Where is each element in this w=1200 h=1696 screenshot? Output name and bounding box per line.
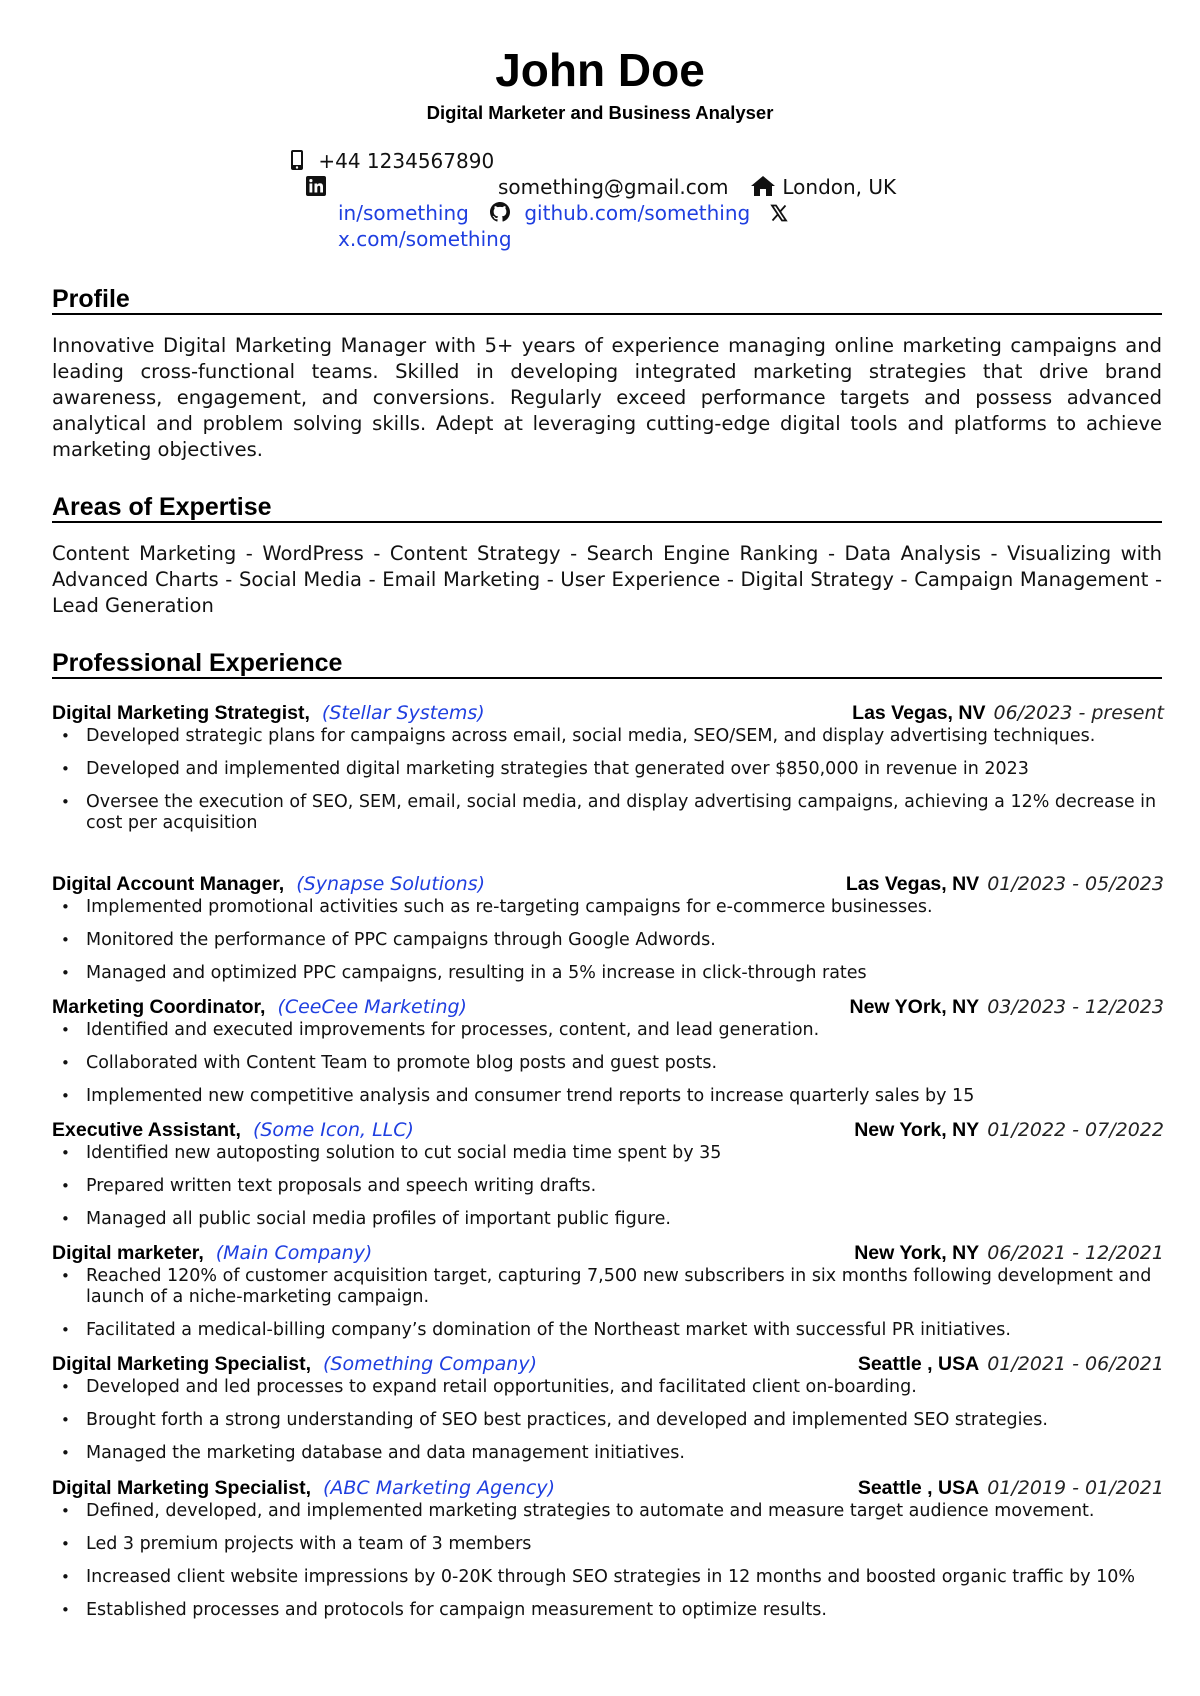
x-icon[interactable] <box>770 202 788 228</box>
job-bullets <box>52 897 1164 996</box>
linkedin-link[interactable]: in/something <box>338 201 469 225</box>
list-item: • Implemented new competitive analysis and consumer trend reports to increase quarterly sales by 15 <box>52 1086 1164 1107</box>
contact-phone <box>290 148 494 177</box>
list-item: • Managed the marketing database and data management initiatives. <box>52 1443 1164 1464</box>
x-icon-holder <box>770 200 788 228</box>
job-header <box>52 1475 1164 1501</box>
list-item: • Developed and implemented digital marketing strategies that generated over $850,000 in revenue in 2023 <box>52 759 1164 780</box>
job-dates: 01/2021 - 06/2021 <box>987 1353 1164 1375</box>
job-title: Marketing Coordinator, <box>52 996 266 1018</box>
section-rule <box>52 677 1162 679</box>
list-item: • Reached 120% of customer acquisition target, capturing 7,500 new subscribers in six months following development and launch of a niche-marketing campaign. <box>52 1266 1164 1308</box>
list-item: • Facilitated a medical-billing company’s domination of the Northeast market with successful PR initiatives. <box>52 1320 1164 1341</box>
job-company: (CeeCee Marketing) <box>277 996 467 1018</box>
list-item: • Monitored the performance of PPC campaigns through Google Adwords. <box>52 930 1164 951</box>
candidate-name: John Doe <box>495 44 705 96</box>
list-item: • Oversee the execution of SEO, SEM, email, social media, and display advertising campaigns, achieving a 12% decrease in cost per acquisition <box>52 792 1164 834</box>
x-link[interactable]: x.com/something <box>338 227 512 251</box>
job-title: Digital Marketing Strategist, <box>52 702 310 724</box>
linkedin-icon-holder <box>306 174 326 202</box>
list-item: • Led 3 premium projects with a team of 3 members <box>52 1534 1164 1555</box>
section-heading-expertise: Areas of Expertise <box>52 493 272 521</box>
job-bullets <box>52 1266 1164 1353</box>
list-item: • Defined, developed, and implemented marketing strategies to automate and measure target audience movement. <box>52 1501 1164 1522</box>
github-icon <box>490 202 510 228</box>
job-location: New York, NY <box>854 1119 980 1141</box>
job-company: (ABC Marketing Agency) <box>322 1477 556 1499</box>
candidate-title: Digital Marketer and Business Analyser <box>426 102 774 123</box>
section-heading-profile: Profile <box>52 285 130 313</box>
contact-email[interactable] <box>498 174 729 200</box>
section-rule <box>52 521 1162 523</box>
profile-text: Innovative Digital Marketing Manager with 5+ years of experience managing online marketing campaigns and leading cross-functional teams. Skilled in developing integrated marketing strategies that drive brand awareness, engagement, and conversions. Regularly exceed performance targets and possess advanced analytical and problem solving skills. Adept at leveraging cutting-edge digital tools and platforms to achieve marketing objectives. <box>52 334 1162 461</box>
phone-icon <box>290 149 304 177</box>
job-dates: 01/2019 - 01/2021 <box>987 1477 1164 1499</box>
job-location: New York, NY <box>854 1242 980 1264</box>
section-heading-experience: Professional Experience <box>52 649 343 677</box>
contact-location <box>750 174 896 203</box>
job-dates: 01/2022 - 07/2022 <box>987 1119 1164 1141</box>
job-title: Digital Account Manager, <box>52 873 285 895</box>
job-header <box>52 1351 1164 1377</box>
job-bullets <box>52 726 1164 846</box>
list-item: • Identified and executed improvements for processes, content, and lead generation. <box>52 1020 1164 1041</box>
contact-linkedin-link[interactable] <box>338 200 469 226</box>
job-company: (Stellar Systems) <box>321 702 485 724</box>
list-item: • Collaborated with Content Team to promote blog posts and guest posts. <box>52 1053 1164 1074</box>
list-item: • Managed and optimized PPC campaigns, resulting in a 5% increase in click-through rates <box>52 963 1164 984</box>
job-dates: 03/2023 - 12/2023 <box>987 996 1164 1018</box>
job-location: Seattle , USA <box>857 1353 980 1375</box>
location-text: London, UK <box>782 175 897 199</box>
list-item: • Implemented promotional activities such as re-targeting campaigns for e-commerce businesses. <box>52 897 1164 918</box>
job-header <box>52 1240 1164 1266</box>
linkedin-icon[interactable] <box>306 176 326 202</box>
job-bullets <box>52 1020 1164 1119</box>
expertise-text: Content Marketing - WordPress - Content Strategy - Search Engine Ranking - Data Analysis - Visualizing with Advanced Charts - Social Media - Email Marketing - User Experience - Digital Strategy - Campaign Management - Lead Generation <box>52 542 1162 617</box>
job-dates: 06/2021 - 12/2021 <box>987 1242 1164 1264</box>
job-title: Executive Assistant, <box>52 1119 241 1141</box>
job-title: Digital Marketing Specialist, <box>52 1353 311 1375</box>
job-bullets <box>52 1501 1164 1633</box>
section-rule <box>52 313 1162 315</box>
job-header <box>52 1117 1164 1143</box>
phone-number: +44 1234567890 <box>318 149 495 173</box>
job-header <box>52 700 1164 726</box>
job-location: Las Vegas, NV <box>845 873 980 895</box>
list-item: • Managed all public social media profiles of important public figure. <box>52 1209 1164 1230</box>
email-address[interactable]: something@gmail.com <box>498 175 729 199</box>
list-item: • Increased client website impressions by 0-20K through SEO strategies in 12 months and boosted organic traffic by 10% <box>52 1567 1164 1588</box>
job-header <box>52 994 1164 1020</box>
github-link[interactable]: github.com/something <box>524 201 751 225</box>
job-company: (Synapse Solutions) <box>296 873 486 895</box>
job-location: Seattle , USA <box>857 1477 980 1499</box>
job-title: Digital Marketing Specialist, <box>52 1477 311 1499</box>
job-location: New YOrk, NY <box>849 996 980 1018</box>
list-item: • Identified new autoposting solution to cut social media time spent by 35 <box>52 1143 1164 1164</box>
job-bullets <box>52 1377 1164 1476</box>
contact-x-link[interactable] <box>338 226 512 252</box>
job-company: (Some Icon, LLC) <box>252 1119 414 1141</box>
job-company: (Main Company) <box>215 1242 373 1264</box>
home-icon <box>750 175 776 203</box>
job-company: (Something Company) <box>322 1353 537 1375</box>
job-title: Digital marketer, <box>52 1242 204 1264</box>
list-item: • Developed and led processes to expand retail opportunities, and facilitated client on-boarding. <box>52 1377 1164 1398</box>
job-location: Las Vegas, NV <box>852 702 986 724</box>
job-dates: 06/2023 - present <box>993 702 1164 724</box>
job-dates: 01/2023 - 05/2023 <box>987 873 1164 895</box>
job-bullets <box>52 1143 1164 1242</box>
job-header <box>52 871 1164 897</box>
list-item: • Developed strategic plans for campaigns across email, social media, SEO/SEM, and display advertising techniques. <box>52 726 1164 747</box>
list-item: • Established processes and protocols for campaign measurement to optimize results. <box>52 1600 1164 1621</box>
list-item: • Brought forth a strong understanding of SEO best practices, and developed and implemented SEO strategies. <box>52 1410 1164 1431</box>
list-item: • Prepared written text proposals and speech writing drafts. <box>52 1176 1164 1197</box>
contact-github[interactable] <box>490 200 750 228</box>
